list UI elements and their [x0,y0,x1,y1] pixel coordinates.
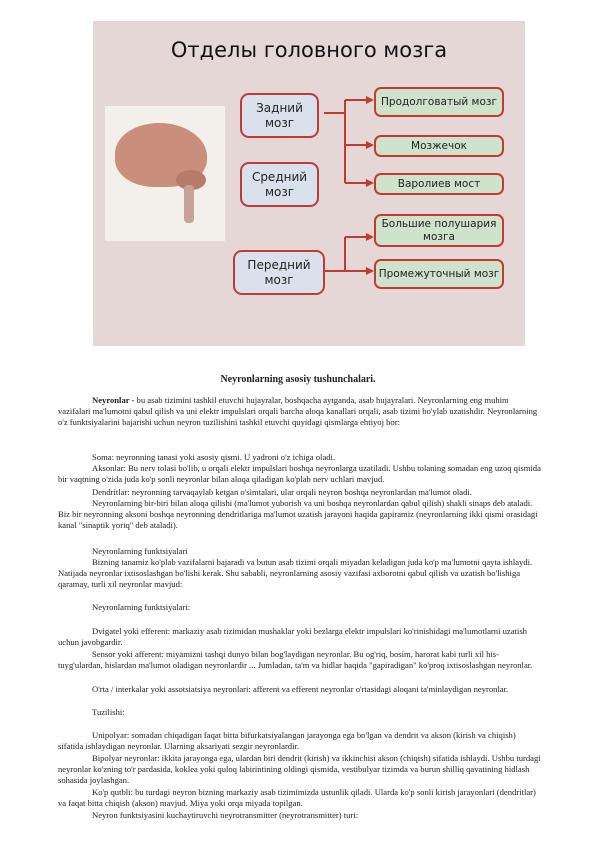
medulla-box: Продолговатый мозг [374,87,504,117]
functions-heading: Neyronlarning funktsiyalari [92,546,188,556]
section-heading: Neyronlarning asosiy tushunchalari. [220,374,376,385]
cerebral-hemispheres-box: Большие полушария мозга [374,214,504,247]
axon-paragraph: Aksonlar: Bu nerv tolasi bo'lib, u orqali elektr impulslari boshqa neyronlarga uzatiladi. Ushbu tolaning somadan eng uzoq qismida bir vaqtning o'zida juda ko'p sonli neyronlar bilan aloqa qiladigan ko'plab nerv uchlari mavjud. [58,463,541,485]
efferent-paragraph: Dvigatel yoki efferent: markaziy asab tizimidan mushaklar yoki bezlarga elektr impulslari ko'rinishidagi ma'lumotlarni uzatish uchun javobgardir. [58,626,527,648]
figure-title: Отделы головного мозга [170,38,448,62]
functions-paragraph: Bizning tanamiz ko'plab vazifalarni bajaradi va butun asab tizimi orqali miyadan keladigan juda ko'p ma'lumotni qayta ishlaydi. Natijada neyronlar ixtisoslashgan bo'lishi kerak. Shu sababli, neyronlarning asosiy vazifasi axborotni qabul qilish va uzatish bo'lishiga qaramay, turli xil neyronlar mavjud: [58,557,533,590]
interneuron-paragraph: O'rta / interkalar yoki assotsiatsiya neyronlari: afferent va efferent neyronlar o'rtasidagi aloqani ta'minlaydigan neyronlar. [92,684,509,694]
intro-paragraph [58,395,541,429]
structure-heading: Tuzilishi: [92,707,125,717]
hindbrain-box: Задний мозг [240,93,319,138]
dendrite-paragraph: Dendritlar: neyronning tarvaqaylab ketgan o'simtalari, ular orqali neyron boshqa neyronlardan ma'lumot oladi. [92,487,472,497]
intro-term: Neyronlar - [92,395,135,405]
soma-paragraph: Soma: neyronning tanasi yoki asosiy qismi. U yadroni o'z ichiga oladi. [92,452,336,462]
brain-divisions-figure [93,21,525,346]
midbrain-box: Средний мозг [240,162,319,207]
forebrain-box: Передний мозг [233,250,325,295]
multipolar-paragraph: Ko'p qutbli: bu turdagi neyron bizning markaziy asab tizimimizda ustunlik qiladi. Ularda ko'p sonli kirish jarayonlari (dendritlar) va faqat bitta chiqish (akson) mavjud. Miya yoki orqa miyada topilgan. [58,787,536,809]
functions-list-heading: Neyronlarning funktsiyalari: [92,602,191,612]
cerebellum-box: Мозжечок [374,135,504,157]
intro-text: bu asab tizimini tashkil etuvchi hujayralar, boshqacha aytganda, asab hujayralari. Neyronlarning eng muhim vazifalari ma'lumotni qabul qilish va uni elektr impulslari orqali barcha aloqa kanallari orqali, asab tizimi bo'ylab uzatishdir. Neyronlarning o'z funktsiyalarini bajarishi uchun neyron tuzilishini tashkil etuvchi quyidagi qismlarga ehtiyoj bor: [58,395,538,428]
neurotransmitter-paragraph: Neyron funktsiyasini kuchaytiruvchi neyrotransmitter (neyrotransmitter) turi: [92,810,359,820]
bipolar-paragraph: Bipolyar neyronlar: ikkita jarayonga ega, ulardan biri dendrit (kirish) va ikkinchisi akson (chiqish) sifatida ishlaydi. Ushbu turdagi neyronlar ko'zning to'r pardasida, koklea yoki quloq labirintining oldingi qismida, vestibulyar tizimda va burun shilliq qavatining hidlash sohasida joylashgan. [58,753,541,786]
unipolar-paragraph: Unipolyar: somadan chiqadigan faqat bitta bifurkatsiyalangan jarayonga ega bo'lgan va dendrit va akson (kirish va chiqish) sifatida ishlaydigan neyronlar. Ularning aksariyati sezgir neyronlardir. [58,730,516,752]
afferent-paragraph: Sensor yoki afferent: miyamizni tashqi dunyo bilan bog'laydigan neyronlar. Bu og'riq, bosim, harorat kabi turli xil his-tuyg'ulardan, hislardan ma'lumot oladigan neyronlardir ... Jumladan, ta'm va hidlar haqida "gapiradigan" ko'proq ixtisoslashgan neyronlar. [58,649,533,671]
diencephalon-box: Промежуточный мозг [374,259,504,289]
synapse-paragraph: Neyronlarning bir-biri bilan aloqa qilishi (ma'lumot yuborish va uni boshqa neyronlardan qabul qilish) shakli sinaps deb ataladi. Biz bir neyronning aksoni boshqa neyronning dendritlariga ma'lumot uzatish jarayoni haqida gapiramiz (neyronlarning ikki qismi orasidagi kanal "sinaptik yoriq" deb ataladi). [58,498,538,531]
pons-box: Варолиев мост [374,173,504,195]
